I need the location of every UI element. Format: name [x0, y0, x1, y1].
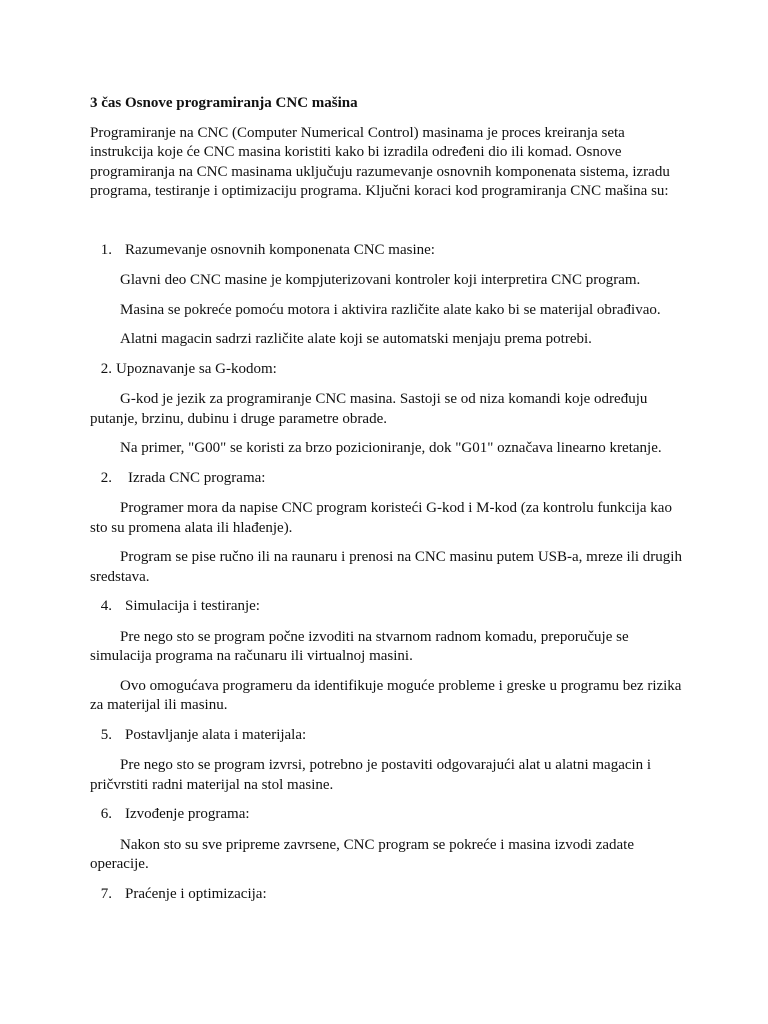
section-number: 7. — [100, 885, 112, 902]
section-paragraph: Ovo omogućava programeru da identifikuje moguće probleme i greske u programu bez rizika za materijal ili masinu. — [90, 677, 682, 713]
section-number: 2. — [100, 360, 112, 377]
section-paragraph: Na primer, "G00" se koristi za brzo pozicioniranje, dok "G01" označava linearno kretanje. — [120, 440, 662, 456]
section-paragraph: Glavni deo CNC masine je kompjuterizovani kontroler koji interpretira CNC program. — [120, 272, 641, 288]
section-heading-text: Izvođenje programa: — [125, 806, 250, 822]
section-6 — [90, 805, 688, 875]
section-heading — [90, 241, 688, 261]
section-5 — [90, 726, 688, 796]
section-3 — [90, 469, 688, 588]
section-paragraph: Pre nego sto se program počne izvoditi na stvarnom radnom komadu, preporučuje se simulacija programa na računaru ili virtualnoj masini. — [90, 628, 629, 664]
section-number: 4. — [100, 598, 112, 614]
intro-paragraph: Programiranje na CNC (Computer Numerical Control) masinama je proces kreiranja seta instrukcija koje će CNC masina koristiti kako bi izradila određeni dio ili komad. Osnove programiranja na CNC masinama uključuju razumevanje osnovnih komponenata sistema, izradu programa, testiranje i optimizaciju programa. Ključni koraci kod programiranja CNC mašina su: — [90, 124, 670, 199]
section-1 — [90, 241, 688, 350]
section-paragraph: Pre nego sto se program izvrsi, potrebno je postaviti odgovarajući alat u alatni magacin i pričvrstiti radni materijal na stol masine. — [90, 757, 652, 793]
section-4 — [90, 597, 688, 716]
spacer — [90, 202, 688, 241]
section-heading — [90, 597, 688, 617]
section-heading — [90, 469, 688, 489]
section-7 — [90, 885, 688, 905]
section-heading-text: Praćenje i optimizacija: — [125, 885, 267, 902]
section-heading — [90, 885, 688, 905]
section-paragraph: Programer mora da napise CNC program koristeći G-kod i M-kod (za kontrolu funkcija kao sto su promena alata ili hlađenje). — [90, 500, 672, 536]
section-number: 1. — [100, 241, 112, 258]
section-paragraph: Program se pise ručno ili na raunaru i prenosi na CNC masinu putem USB-a, mreze ili drugih sredstava. — [90, 549, 682, 585]
section-heading-text: Razumevanje osnovnih komponenata CNC masine: — [125, 241, 435, 258]
section-number: 5. — [100, 726, 112, 743]
section-heading-text: Upoznavanje sa G-kodom: — [116, 360, 277, 377]
section-heading — [90, 360, 688, 380]
section-heading-text: Simulacija i testiranje: — [125, 598, 260, 614]
section-heading — [90, 805, 688, 825]
section-heading-text: Izrada CNC programa: — [128, 469, 266, 486]
section-heading — [90, 726, 688, 746]
section-paragraph: Nakon sto su sve pripreme zavrsene, CNC program se pokreće i masina izvodi zadate operacije. — [90, 836, 634, 872]
section-paragraph: G-kod je jezik za programiranje CNC masina. Sastoji se od niza komandi koje određuju putanje, brzinu, dubinu i druge parametre obrade. — [90, 391, 648, 427]
section-number: 6. — [100, 806, 112, 822]
section-heading-text: Postavljanje alata i materijala: — [125, 726, 307, 743]
document-title: 3 čas Osnove programiranja CNC mašina — [90, 95, 358, 111]
section-paragraph: Masina se pokreće pomoću motora i aktivira različite alate kako bi se materijal obrađivao. — [120, 301, 661, 318]
section-number: 2. — [100, 469, 112, 486]
section-paragraph: Alatni magacin sadrzi različite alate koji se automatski menjaju prema potrebi. — [120, 331, 592, 347]
section-2 — [90, 360, 688, 459]
